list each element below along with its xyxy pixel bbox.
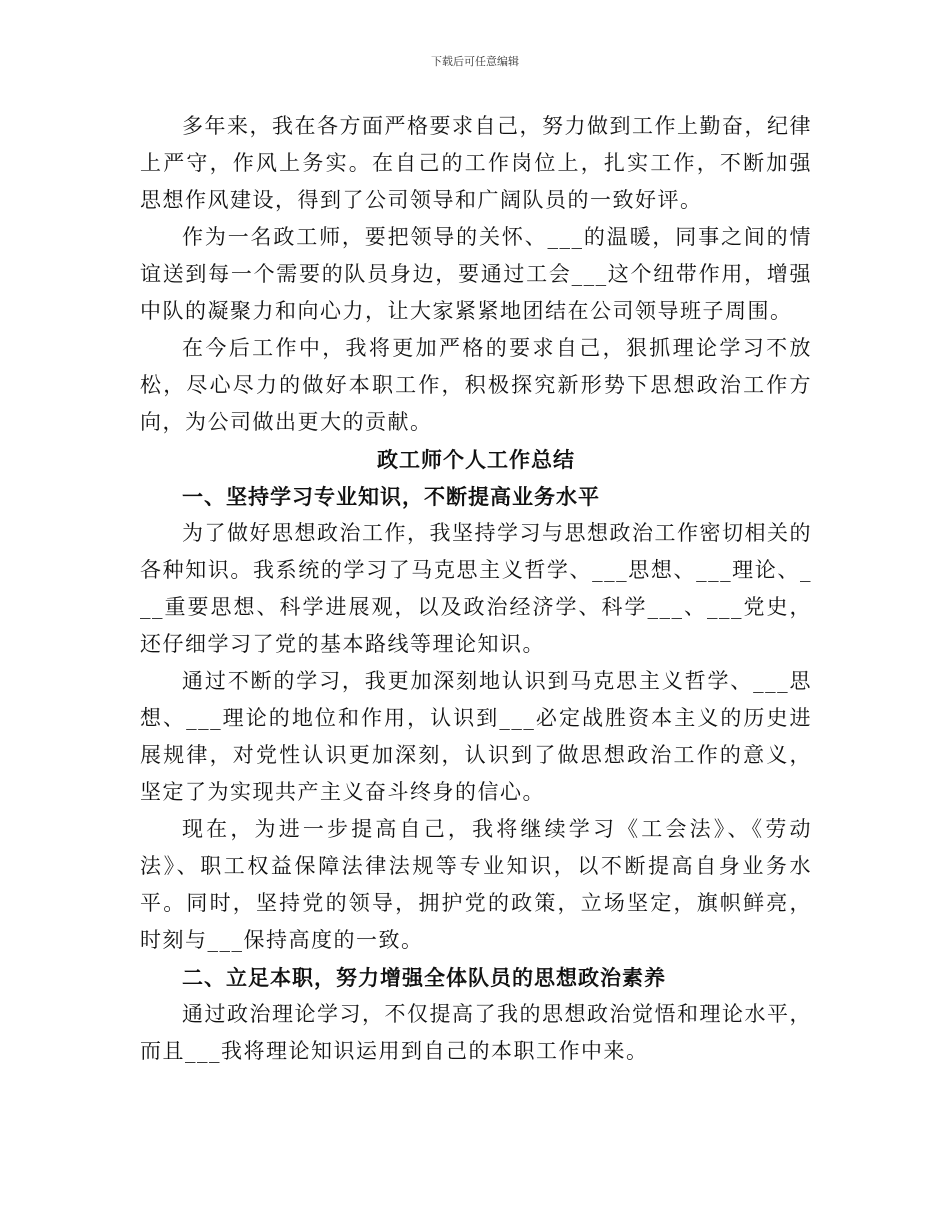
- paragraph-2: 作为一名政工师，要把领导的关怀、___的温暖，同事之间的情谊送到每一个需要的队员身边，要通过工会___这个纽带作用，增强中队的凝聚力和向心力，让大家紧紧地团结在公司领导班子周围。: [140, 225, 812, 323]
- paragraph-1: 多年来，我在各方面严格要求自己，努力做到工作上勤奋，纪律上严守，作风上务实。在自己的工作岗位上，扎实工作，不断加强思想作风建设，得到了公司领导和广阔队员的一致好评。: [140, 114, 812, 212]
- section-heading-2: 二、立足本职，努力增强全体队员的思想政治素养: [182, 965, 666, 990]
- paragraph-7: 通过政治理论学习，不仅提高了我的思想政治觉悟和理论水平，而且___我将理论知识运用到自己的本职工作中来。: [140, 1002, 812, 1063]
- document-body: [140, 108, 812, 1070]
- paragraph-6: 现在，为进一步提高自己，我将继续学习《工会法》、《劳动法》、职工权益保障法律法规等专业知识，以不断提高自身业务水平。同时，坚持党的领导，拥护党的政策，立场坚定，旗帜鲜亮，时刻与___保持高度的一致。: [140, 817, 812, 952]
- document-title: 政工师个人工作总结: [377, 447, 575, 472]
- page-header: 下载后可任意编辑: [431, 55, 519, 68]
- paragraph-3: 在今后工作中，我将更加严格的要求自己，狠抓理论学习不放松，尽心尽力的做好本职工作，积极探究新形势下思想政治工作方向，为公司做出更大的贡献。: [140, 336, 812, 434]
- section-heading-1: 一、坚持学习专业知识，不断提高业务水平: [182, 484, 600, 509]
- paragraph-4: 为了做好思想政治工作，我坚持学习与思想政治工作密切相关的各种知识。我系统的学习了马克思主义哲学、___思想、___理论、___重要思想、科学进展观，以及政治经济学、科学___、___党史，还仔细学习了党的基本路线等理论知识。: [140, 521, 812, 656]
- paragraph-5: 通过不断的学习，我更加深刻地认识到马克思主义哲学、___思想、___理论的地位和作用，认识到___必定战胜资本主义的历史进展规律，对党性认识更加深刻，认识到了做思想政治工作的意义，坚定了为实现共产主义奋斗终身的信心。: [140, 669, 812, 804]
